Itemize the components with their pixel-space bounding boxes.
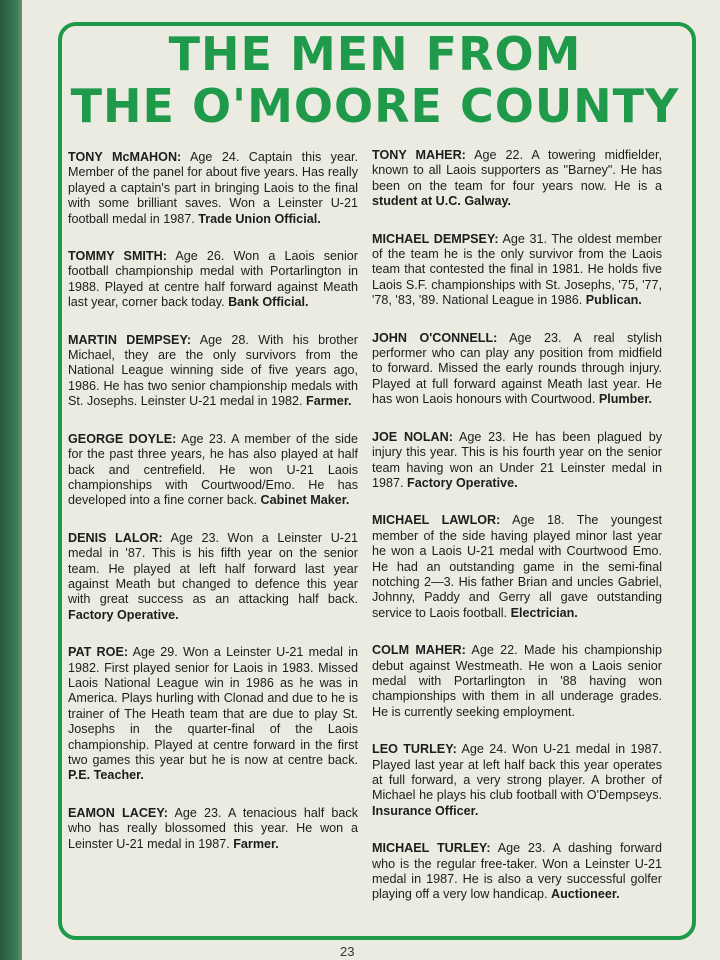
title-line-1: THE MEN FROM bbox=[168, 27, 582, 81]
player-bio: Age 23. Won a Leinster U-21 medal in '87. This is his fifth year on the senior team. He played at left half forward last year against Meath but changed to defence this year with great success as an attacking half back. bbox=[68, 530, 358, 607]
player-entry bbox=[68, 531, 358, 623]
page-title bbox=[60, 28, 690, 132]
left-column bbox=[68, 150, 358, 874]
player-name: MARTIN DEMPSEY: bbox=[68, 332, 192, 347]
player-name: TOMMY SMITH: bbox=[68, 249, 167, 264]
player-occupation: Bank Official. bbox=[228, 295, 309, 310]
player-name: MICHAEL TURLEY: bbox=[372, 841, 491, 856]
player-name: TONY MAHER: bbox=[372, 148, 466, 162]
player-bio: Age 24. Captain this year. Member of the panel for about five years. Has really played a captain's part in bringing Laois to the final with some brilliant saves. Won a Leinster U-21 football medal in 1987. bbox=[68, 150, 358, 226]
player-name: COLM MAHER: bbox=[372, 643, 466, 658]
player-occupation: Factory Operative. bbox=[68, 607, 179, 622]
player-occupation: Farmer. bbox=[306, 394, 352, 409]
player-occupation: Publican. bbox=[585, 293, 642, 308]
player-entry bbox=[68, 249, 358, 311]
player-occupation: Insurance Officer. bbox=[372, 803, 479, 818]
player-bio: Age 29. Won a Leinster U-21 medal in 1982. First played senior for Laois in 1983. Missed Laois National League win in 1986 as he was in America. Plays hurling with Clonad and due to he is trainer of The Heath team that are due to play St. Josephs in the quarter-final of the Laois championship. Played at centre forward in the first two games this year but he is now at centre back. bbox=[68, 645, 358, 767]
player-entry bbox=[372, 841, 662, 903]
player-bio: Age 24. Won U-21 medal in 1987. Played last year at left half back this year operates at full forward, a very strong player. A brother of Michael he plays his club football with O'Dempseys. bbox=[372, 742, 662, 803]
player-entry bbox=[372, 643, 662, 720]
title-line-2: THE O'MOORE COUNTY bbox=[70, 79, 680, 133]
player-entry bbox=[372, 742, 662, 819]
player-entry bbox=[372, 148, 662, 210]
player-occupation: Plumber. bbox=[598, 392, 653, 407]
player-entry bbox=[68, 432, 358, 509]
player-name: EAMON LACEY: bbox=[68, 805, 168, 820]
player-name: MICHAEL DEMPSEY: bbox=[372, 231, 499, 246]
player-bio: Age 31. The oldest member of the team he is the only survivor from the Laois team that contested the final in 1981. He holds five Laois S.F. championships with St. Josephs, '75, '77, '78, '83, '89. National League in 1986. bbox=[372, 231, 663, 308]
player-occupation: Electrician. bbox=[510, 605, 578, 620]
player-entry bbox=[372, 430, 662, 492]
player-bio: Age 22. Made his championship debut against Westmeath. He won a Laois senior medal with Portarlington in '88 having won championships with them in all underage grades. He is currently seeking employment. bbox=[372, 643, 662, 719]
player-occupation: Factory Operative. bbox=[407, 475, 518, 490]
player-bio: Age 23. A dashing forward who is the regular free-taker. Won a Leinster U-21 medal in 1987. He is also a very successful golfer playing off a very low handicap. bbox=[372, 841, 662, 902]
player-bio: Age 23. He has been plagued by injury this year. This is his fourth year on the senior team having won an Under 21 Leinster medal in 1987. bbox=[372, 429, 662, 490]
player-bio: Age 28. With his brother Michael, they are the only survivors from the National League winning side of five years ago, 1986. He has two senior championship medals with St. Josephs. Leinster U-21 medal in 1982. bbox=[68, 332, 358, 409]
player-entry bbox=[68, 333, 358, 410]
player-bio: Age 26. Won a Laois senior football championship medal with Portarlington in 1988. Played at centre half forward against Meath last year, corner back today. bbox=[68, 249, 358, 310]
right-column bbox=[372, 148, 662, 925]
player-name: PAT ROE: bbox=[68, 645, 129, 660]
player-name: DENIS LALOR: bbox=[68, 530, 163, 545]
player-bio: Age 22. A towering midfielder, known to all Laois supporters as "Barney". He has been on the team for four years now. He is a bbox=[372, 148, 662, 193]
player-name: JOHN O'CONNELL: bbox=[372, 330, 498, 345]
player-name: GEORGE DOYLE: bbox=[68, 431, 177, 446]
player-entry bbox=[372, 513, 662, 621]
player-occupation: Cabinet Maker. bbox=[260, 493, 350, 508]
player-entry bbox=[372, 232, 662, 309]
player-occupation: Trade Union Official. bbox=[198, 211, 321, 226]
player-name: LEO TURLEY: bbox=[372, 742, 457, 757]
player-bio: Age 18. The youngest member of the side having played minor last year he won a Laois U-21 medal with Courtwood Emo. He had an outstanding game in the semi-final notching 2—3. His father Brian and uncles Gabriel, Johnny, Paddy and Gerry all gave outstanding service to Laois football. bbox=[372, 513, 662, 620]
player-occupation: student at U.C. Galway. bbox=[372, 194, 512, 209]
player-name: MICHAEL LAWLOR: bbox=[372, 513, 501, 528]
player-entry bbox=[372, 331, 662, 408]
player-entry bbox=[68, 150, 358, 227]
player-entry bbox=[68, 806, 358, 852]
player-bio: Age 23. A tenacious half back who has really blossomed this year. He won a Leinster U-21 medal in 1987. bbox=[68, 805, 358, 851]
page-number: 23 bbox=[340, 944, 355, 959]
player-bio: Age 23. A real stylish performer who can play any position from midfield to forward. Missed the early rounds through injury. Played at full forward against Meath last year. He has won Laois honours with Courtwood. bbox=[372, 330, 662, 407]
player-bio: Age 23. A member of the side for the past three years, he has also played at half back and centrefield. He won U-21 Laois championships with Courtwood/Emo. He has developed into a fine corner back. bbox=[68, 431, 358, 508]
player-entry bbox=[68, 645, 358, 784]
player-name: TONY McMAHON: bbox=[68, 150, 182, 164]
player-occupation: Auctioneer. bbox=[551, 887, 620, 902]
player-occupation: Farmer. bbox=[233, 836, 279, 851]
player-occupation: P.E. Teacher. bbox=[68, 768, 144, 783]
player-name: JOE NOLAN: bbox=[372, 429, 453, 444]
